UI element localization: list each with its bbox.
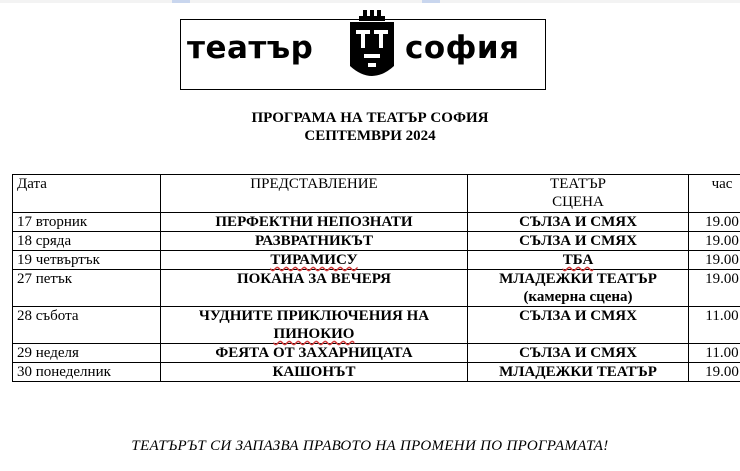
header-stage-line2: СЦЕНА: [552, 194, 604, 210]
row-stage: [468, 251, 689, 270]
row-show: ПОКАНА ЗА ВЕЧЕРЯ: [161, 270, 468, 307]
table-row: [13, 363, 740, 382]
table-row: [13, 251, 740, 270]
table-row: [13, 344, 740, 363]
row-time: 19.00: [689, 270, 740, 307]
row-stage: МЛАДЕЖКИ ТЕАТЪР: [468, 363, 689, 382]
row-date: 27 петък: [13, 270, 161, 307]
row-date: 30 понеделник: [13, 363, 161, 382]
header-date: Дата: [13, 175, 161, 213]
program-change-notice: ТЕАТЪРЪТ СИ ЗАПАЗВА ПРАВОТО НА ПРОМЕНИ ПО ПРОГРАМАТА!: [131, 438, 609, 454]
top-mark: [172, 0, 190, 3]
row-show-line2: [165, 325, 463, 343]
row-show-line2-text: ПИНОКИО: [273, 326, 355, 342]
table-row: [13, 270, 740, 307]
page-subtitle: СЕПТЕМВРИ 2024: [304, 128, 436, 144]
header-show: ПРЕДСТАВЛЕНИЕ: [161, 175, 468, 213]
row-show: [161, 251, 468, 270]
row-stage-note: (камерна сцена): [523, 289, 633, 305]
theatre-logo: [180, 19, 546, 90]
row-time: 11.00: [689, 307, 740, 344]
row-show: ФЕЯТА ОТ ЗАХАРНИЦАТА: [161, 344, 468, 363]
header-time: час: [689, 175, 740, 213]
row-stage: [468, 270, 689, 307]
program-table: [12, 174, 740, 382]
row-date: 28 събота: [13, 307, 161, 344]
row-show: КАШОНЪТ: [161, 363, 468, 382]
table-row: [13, 213, 740, 232]
logo-word-right: софия: [405, 30, 520, 66]
row-time: 19.00: [689, 213, 740, 232]
row-date: 18 сряда: [13, 232, 161, 251]
row-date: 29 неделя: [13, 344, 161, 363]
row-date: 19 четвъртък: [13, 251, 161, 270]
row-stage-text: МЛАДЕЖКИ ТЕАТЪР: [499, 271, 657, 287]
page-title: ПРОГРАМА НА ТЕАТЪР СОФИЯ: [251, 110, 489, 126]
row-stage: СЪЛЗА И СМЯХ: [468, 232, 689, 251]
row-stage-text: ТБА: [562, 252, 594, 268]
row-show-line1: ЧУДНИТЕ ПРИКЛЮЧЕНИЯ НА: [198, 308, 430, 324]
row-stage: СЪЛЗА И СМЯХ: [468, 213, 689, 232]
table-header-row: [13, 175, 740, 213]
theatre-mask-icon: [344, 8, 400, 90]
header-stage-line1: ТЕАТЪР: [550, 176, 606, 192]
row-show: [161, 307, 468, 344]
top-rule: [0, 0, 740, 3]
top-mark: [422, 0, 440, 3]
row-time: 11.00: [689, 344, 740, 363]
row-time: 19.00: [689, 363, 740, 382]
header-stage: [468, 175, 689, 213]
row-show: РАЗВРАТНИКЪТ: [161, 232, 468, 251]
row-date: 17 вторник: [13, 213, 161, 232]
table-row: [13, 232, 740, 251]
row-stage: СЪЛЗА И СМЯХ: [468, 344, 689, 363]
row-stage: СЪЛЗА И СМЯХ: [468, 307, 689, 344]
row-show: ПЕРФЕКТНИ НЕПОЗНАТИ: [161, 213, 468, 232]
logo-word-left: театър: [187, 30, 314, 66]
table-row: [13, 307, 740, 344]
row-time: 19.00: [689, 251, 740, 270]
row-time: 19.00: [689, 232, 740, 251]
row-show-text: ТИРАМИСУ: [270, 252, 358, 268]
